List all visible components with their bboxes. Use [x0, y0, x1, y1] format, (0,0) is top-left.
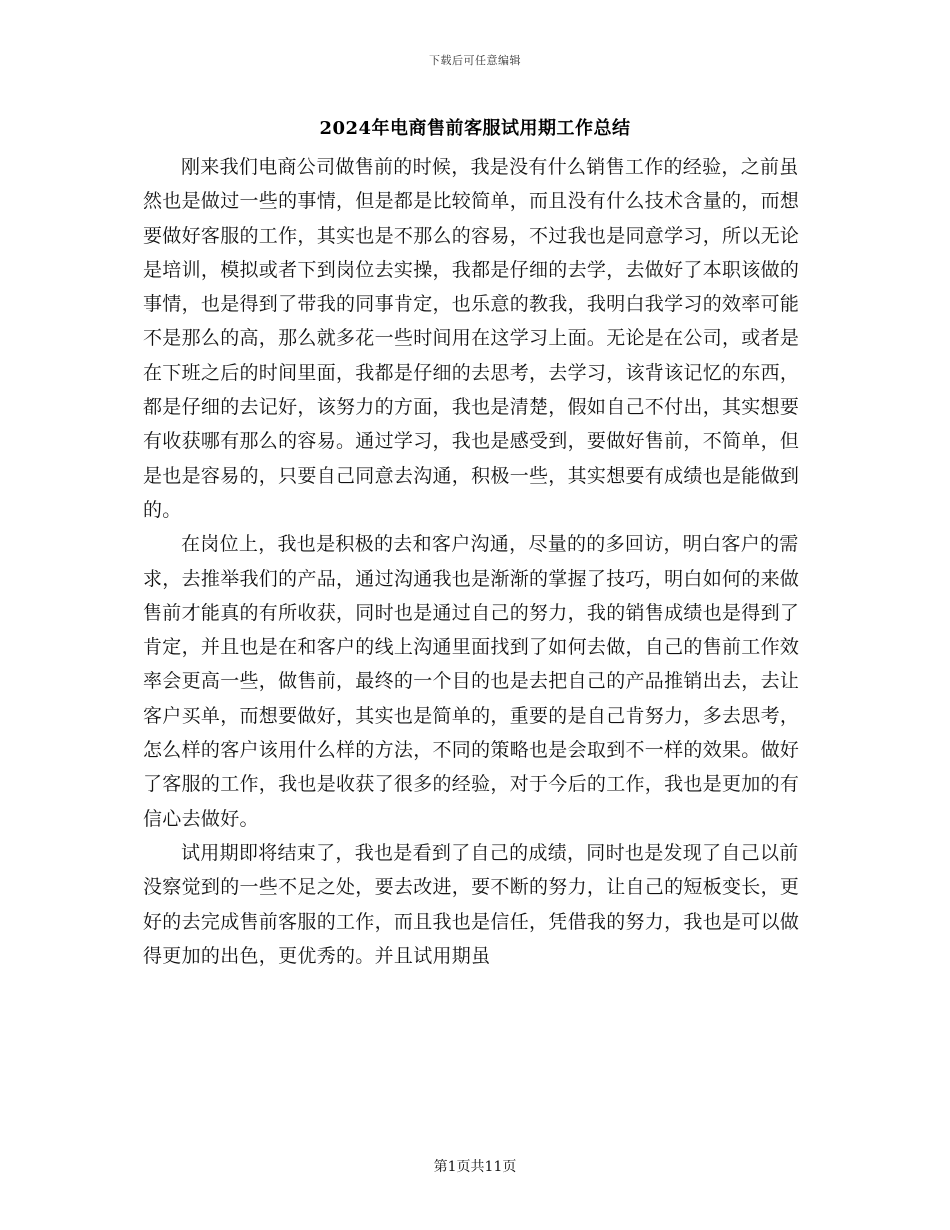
- document-body: [143, 150, 803, 973]
- paragraph-3: 试用期即将结束了，我也是看到了自己的成绩，同时也是发现了自己以前没察觉到的一些不足之处，要去改进，要不断的努力，让自己的短板变长，更好的去完成售前客服的工作，而且我也是信任，凭借我的努力，我也是可以做得更加的出色，更优秀的。并且试用期虽: [143, 841, 800, 967]
- paragraph-2: 在岗位上，我也是积极的去和客户沟通，尽量的的多回访，明白客户的需求，去推举我们的产品，通过沟通我也是渐渐的掌握了技巧，明白如何的来做售前才能真的有所收获，同时也是通过自己的努力，我的销售成绩也是得到了肯定，并且也是在和客户的线上沟通里面找到了如何去做，自己的售前工作效率会更高一些，做售前，最终的一个目的也是去把自己的产品推销出去，去让客户买单，而想要做好，其实也是简单的，重要的是自己肯努力，多去思考，怎么样的客户该用什么样的方法，不同的策略也是会取到不一样的效果。做好了客服的工作，我也是收获了很多的经验，对于今后的工作，我也是更加的有信心去做好。: [143, 533, 800, 830]
- page-footer: 第1页共11页: [433, 1159, 517, 1175]
- paragraph-1: 刚来我们电商公司做售前的时候，我是没有什么销售工作的经验，之前虽然也是做过一些的事情，但是都是比较简单，而且没有什么技术含量的，而想要做好客服的工作，其实也是不那么的容易，不过我也是同意学习，所以无论是培训，模拟或者下到岗位去实操，我都是仔细的去学，去做好了本职该做的事情，也是得到了带我的同事肯定，也乐意的教我，我明白我学习的效率可能不是那么的高，那么就多花一些时间用在这学习上面。无论是在公司，或者是在下班之后的时间里面，我都是仔细的去思考，去学习，该背该记忆的东西，都是仔细的去记好，该努力的方面，我也是清楚，假如自己不付出，其实想要有收获哪有那么的容易。通过学习，我也是感受到，要做好售前，不简单，但是也是容易的，只要自己同意去沟通，积极一些，其实想要有成绩也是能做到的。: [143, 156, 800, 521]
- header-note: 下载后可任意编辑: [429, 54, 521, 67]
- document-title: 2024年电商售前客服试用期工作总结: [319, 118, 631, 139]
